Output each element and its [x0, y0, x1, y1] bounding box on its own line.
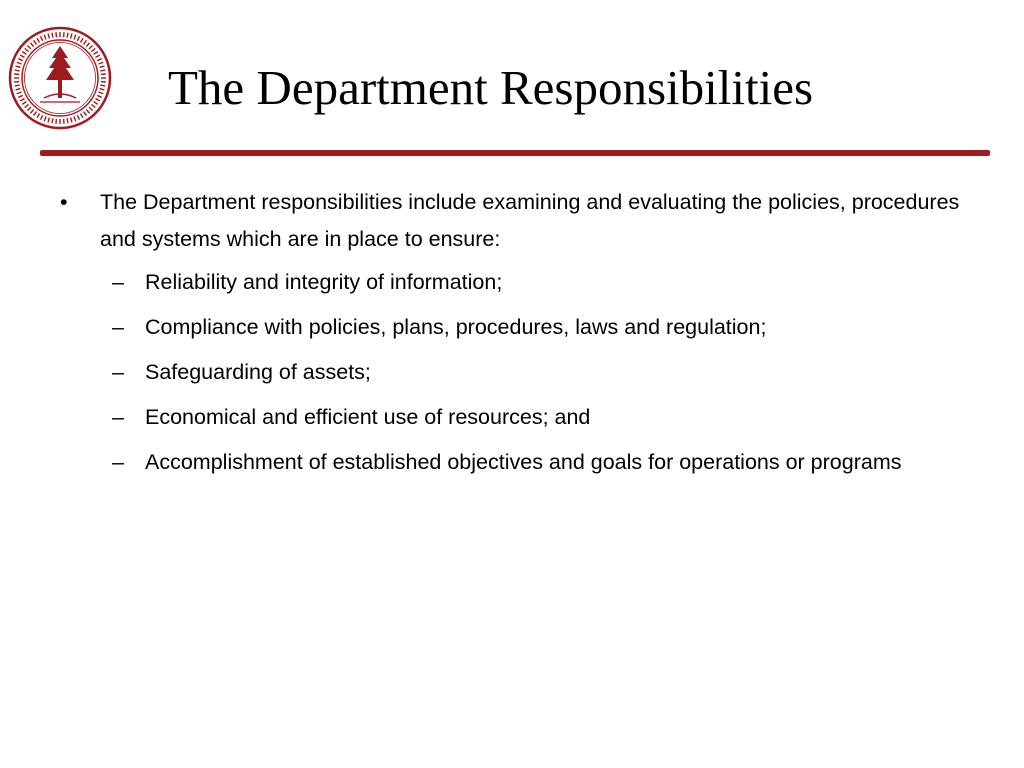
- slide-body: [60, 184, 970, 489]
- sub-item-text: Reliability and integrity of information;: [145, 270, 503, 294]
- dash-mark: –: [112, 405, 124, 429]
- sub-item: [60, 399, 970, 436]
- stanford-seal-icon: [8, 26, 112, 130]
- sub-item: [60, 354, 970, 391]
- dash-mark: –: [112, 450, 124, 474]
- dash-mark: –: [112, 270, 124, 294]
- slide-title: The Department Responsibilities: [168, 60, 814, 115]
- sub-item: [60, 444, 970, 481]
- bullet-mark: •: [60, 190, 68, 214]
- bullet-text: The Department responsibilities include examining and evaluating the policies, procedures and systems which are in place to ensure:: [100, 190, 960, 251]
- title-divider: [40, 150, 990, 156]
- dash-mark: –: [112, 315, 124, 339]
- sub-list: [60, 264, 970, 481]
- sub-item-text: Safeguarding of assets;: [145, 360, 371, 384]
- sub-item: [60, 309, 970, 346]
- sub-item: [60, 264, 970, 301]
- sub-item-text: Accomplishment of established objectives and goals for operations or programs: [145, 450, 902, 474]
- sub-item-text: Economical and efficient use of resources; and: [145, 405, 591, 429]
- dash-mark: –: [112, 360, 124, 384]
- sub-item-text: Compliance with policies, plans, procedures, laws and regulation;: [145, 315, 767, 339]
- bullet-item: [60, 184, 970, 258]
